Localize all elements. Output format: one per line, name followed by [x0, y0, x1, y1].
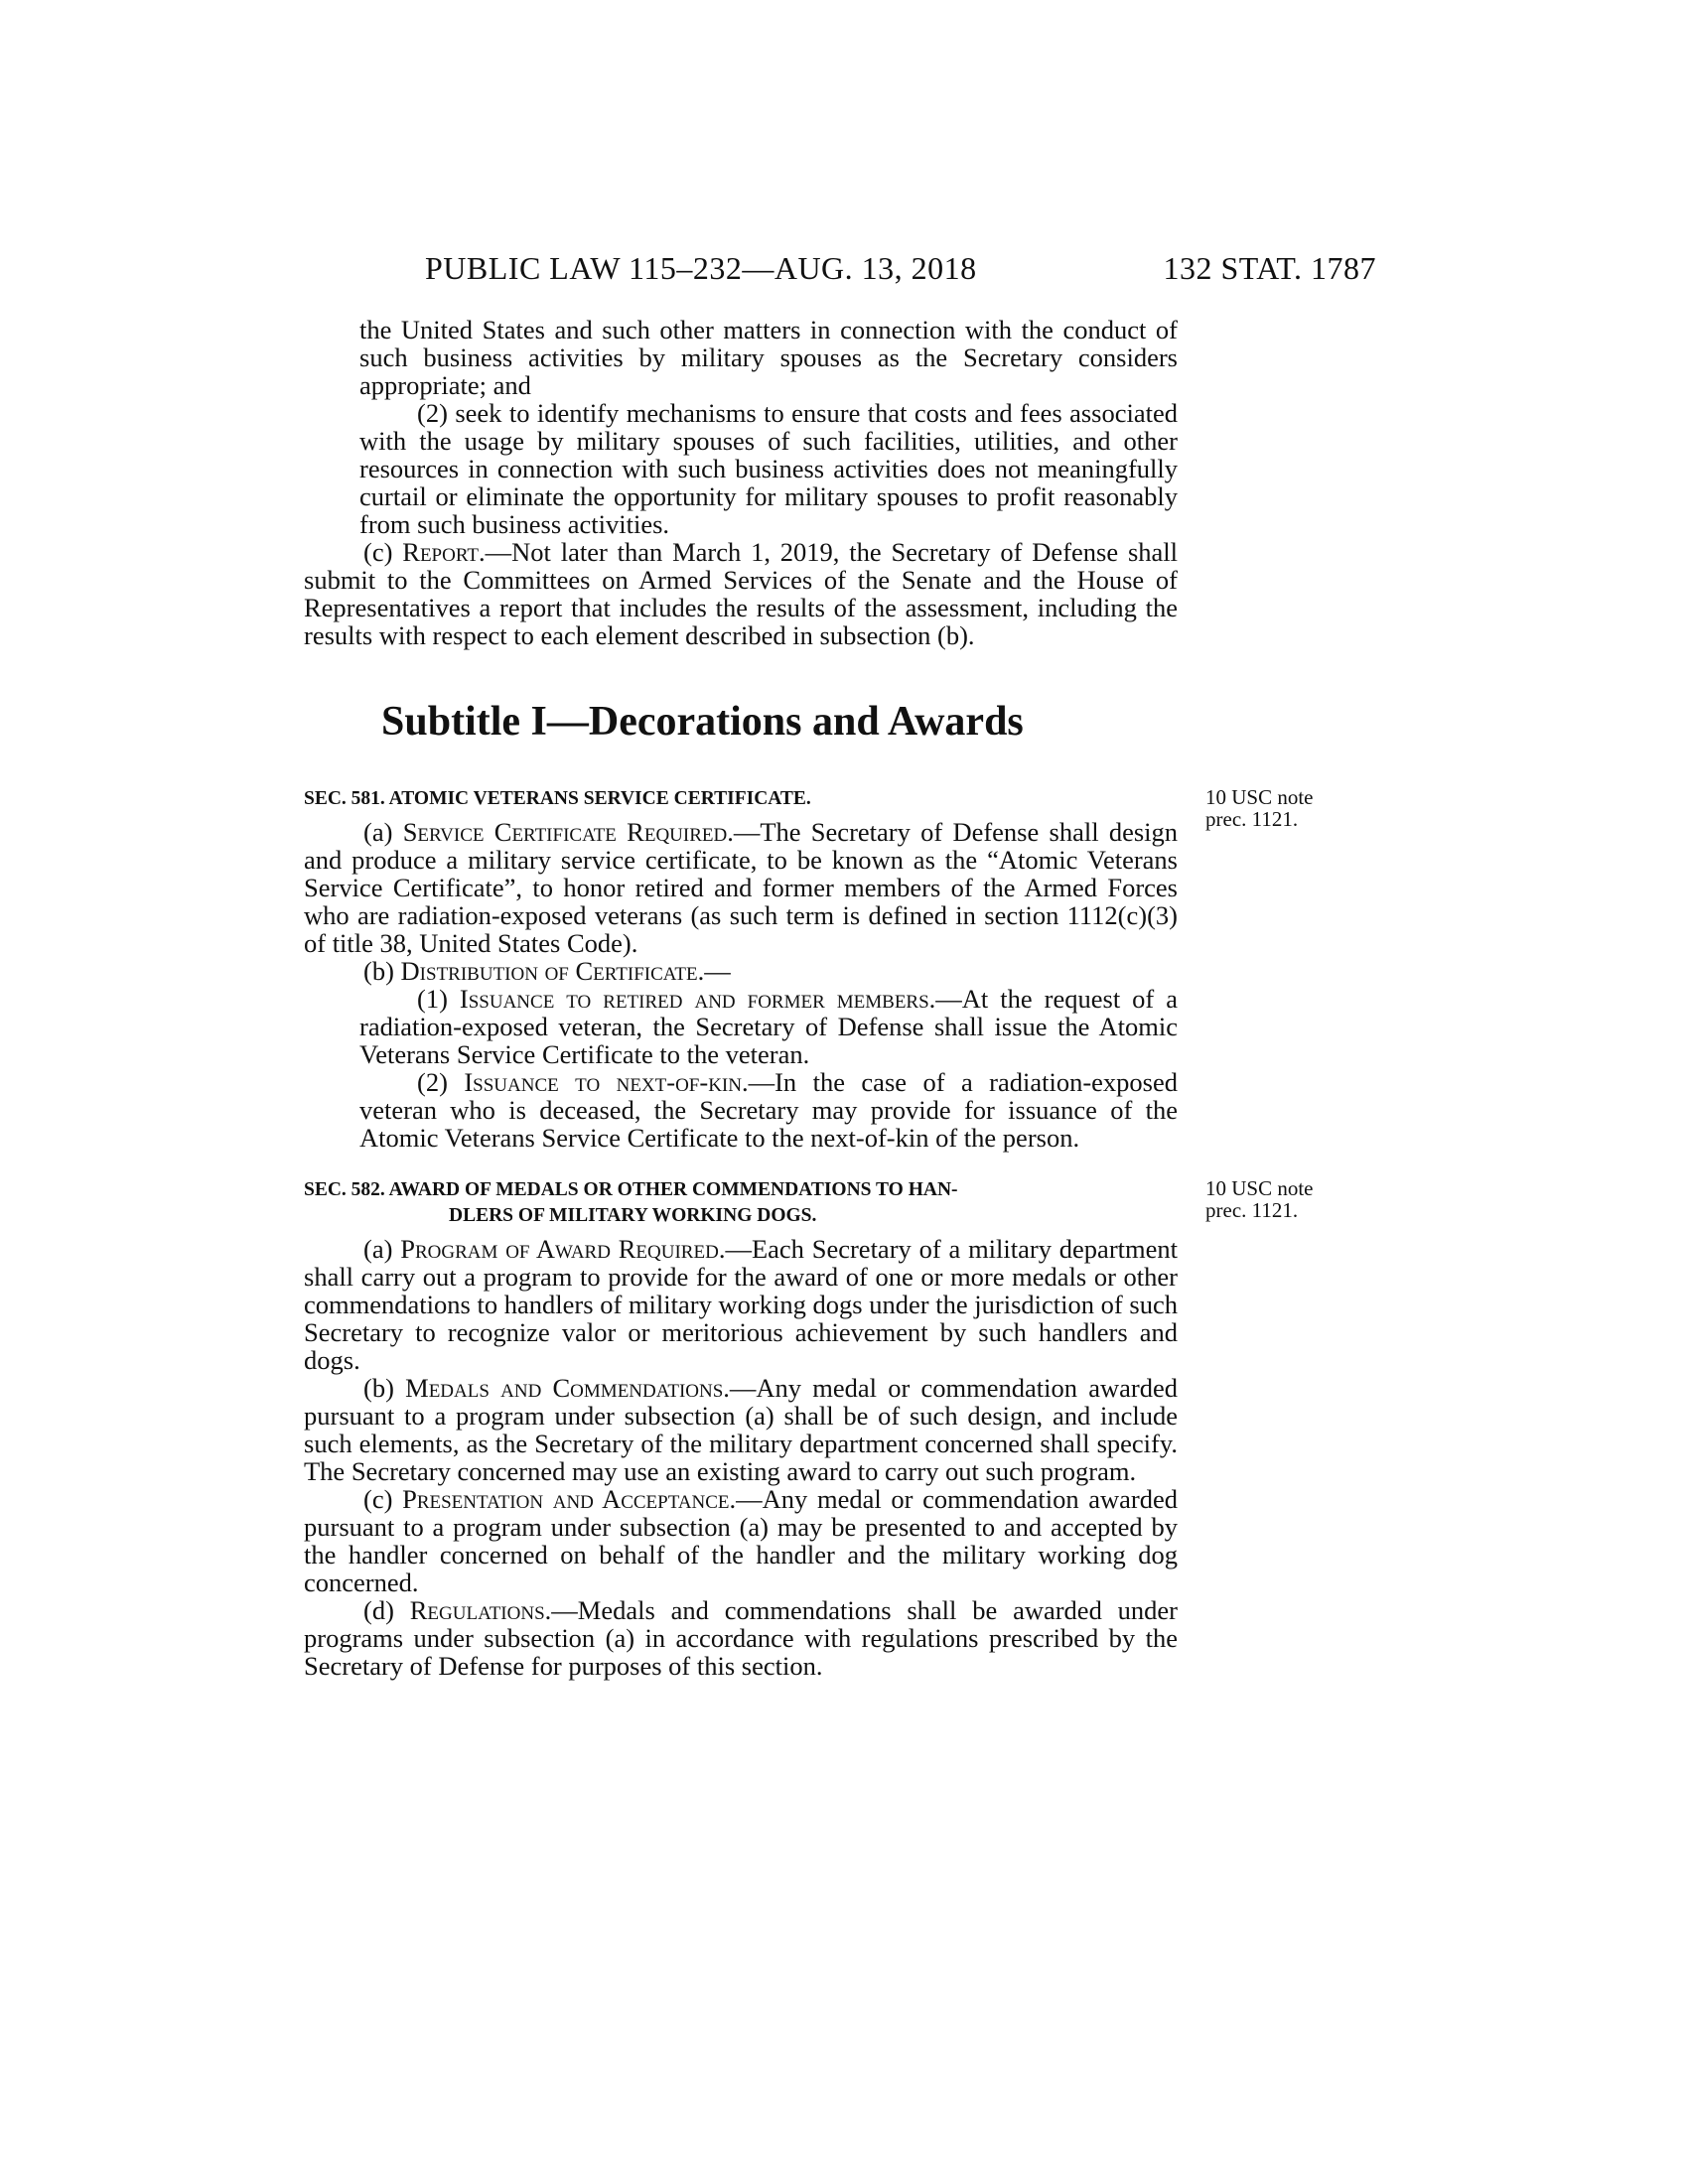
- subsection-a: (a) Service Certificate Required.—The Secretary of Defense shall design and produce a military service certificate, to be known as the “Atomic Veterans Service Certificate”, to honor retired and former members of the Armed Forces who are radiation-exposed veterans (as such term is defined in section 1112(c)(3) of title 38, United States Code).: [304, 817, 1179, 958]
- subsection-b: (b) Medals and Commendations.—Any medal or commendation awarded pursuant to a program under subsection (a) shall be of such design, and include such elements, as the Secretary of the military department concerned shall specify. The Secretary concerned may use an existing award to carry out such program.: [304, 1373, 1178, 1486]
- document-body: [304, 315, 1314, 1681]
- paragraph-b2: (2) Issuance to next-of-kin.—In the case of a radiation-exposed veteran who is deceased, the Secretary may provide for issuance of the Atomic Veterans Service Certificate to the next-of-kin of the person.: [359, 1067, 1179, 1153]
- subsection-d: (d) Regulations.—Medals and commendations shall be awarded under programs under subsection (a) in accordance with regulations prescribed by the Secretary of Defense for purposes of this section.: [304, 1595, 1178, 1681]
- page-header: [304, 248, 1376, 288]
- margin-note: 10 USC note prec. 1121.: [1205, 785, 1314, 831]
- section-582: [304, 1176, 1314, 1681]
- paragraph-b1: (1) Issuance to retired and former members.—At the request of a radiation-exposed veteran, the Secretary of Defense shall issue the Atomic Veterans Service Certificate to the veteran.: [359, 984, 1178, 1069]
- section-581: [304, 785, 1314, 1153]
- margin-note: 10 USC note prec. 1121.: [1205, 1176, 1314, 1222]
- paragraph-2: (2) seek to identify mechanisms to ensure that costs and fees associated with the usage by military spouses of such facilities, utilities, and other resources in connection with such business activities does not meaningfully curtail or eliminate the opportunity for military spouses to profit reasonably from such business activities.: [359, 398, 1178, 539]
- statute-citation: 132 STAT. 1787: [1163, 250, 1376, 286]
- subtitle-heading: Subtitle I—Decorations and Awards: [381, 699, 1024, 745]
- subsection-heading: Report: [402, 537, 479, 567]
- section-heading: SEC. 581. ATOMIC VETERANS SERVICE CERTIFICATE.: [304, 788, 811, 809]
- subsection-c: (c) Presentation and Acceptance.—Any medal or commendation awarded pursuant to a program under subsection (a) may be presented to and accepted by the handler concerned on behalf of the handler and the military working dog concerned.: [304, 1484, 1178, 1597]
- subsection-a: (a) Program of Award Required.—Each Secretary of a military department shall carry out a program to provide for the award of one or more medals or other commendations to handlers of military working dogs under the jurisdiction of such Secretary to recognize valor or meritorious achievement by such handlers and dogs.: [304, 1234, 1178, 1375]
- subsection-b: (b) Distribution of Certificate.—: [363, 956, 731, 986]
- section-heading: SEC. 582. AWARD OF MEDALS OR OTHER COMMENDATIONS TO HAN- DLERS OF MILITARY WORKING DOGS.: [304, 1179, 958, 1226]
- law-title: PUBLIC LAW 115–232—AUG. 13, 2018: [425, 250, 977, 286]
- continued-paragraph: the United States and such other matters in connection with the conduct of such business activities by military spouses as the Secretary considers appropriate; and: [359, 315, 1178, 400]
- subsection-report: (c) Report.—Not later than March 1, 2019, the Secretary of Defense shall submit to the Committees on Armed Services of the Senate and the House of Representatives a report that includes the results of the assessment, including the results with respect to each element described in subsection (b).: [304, 537, 1178, 650]
